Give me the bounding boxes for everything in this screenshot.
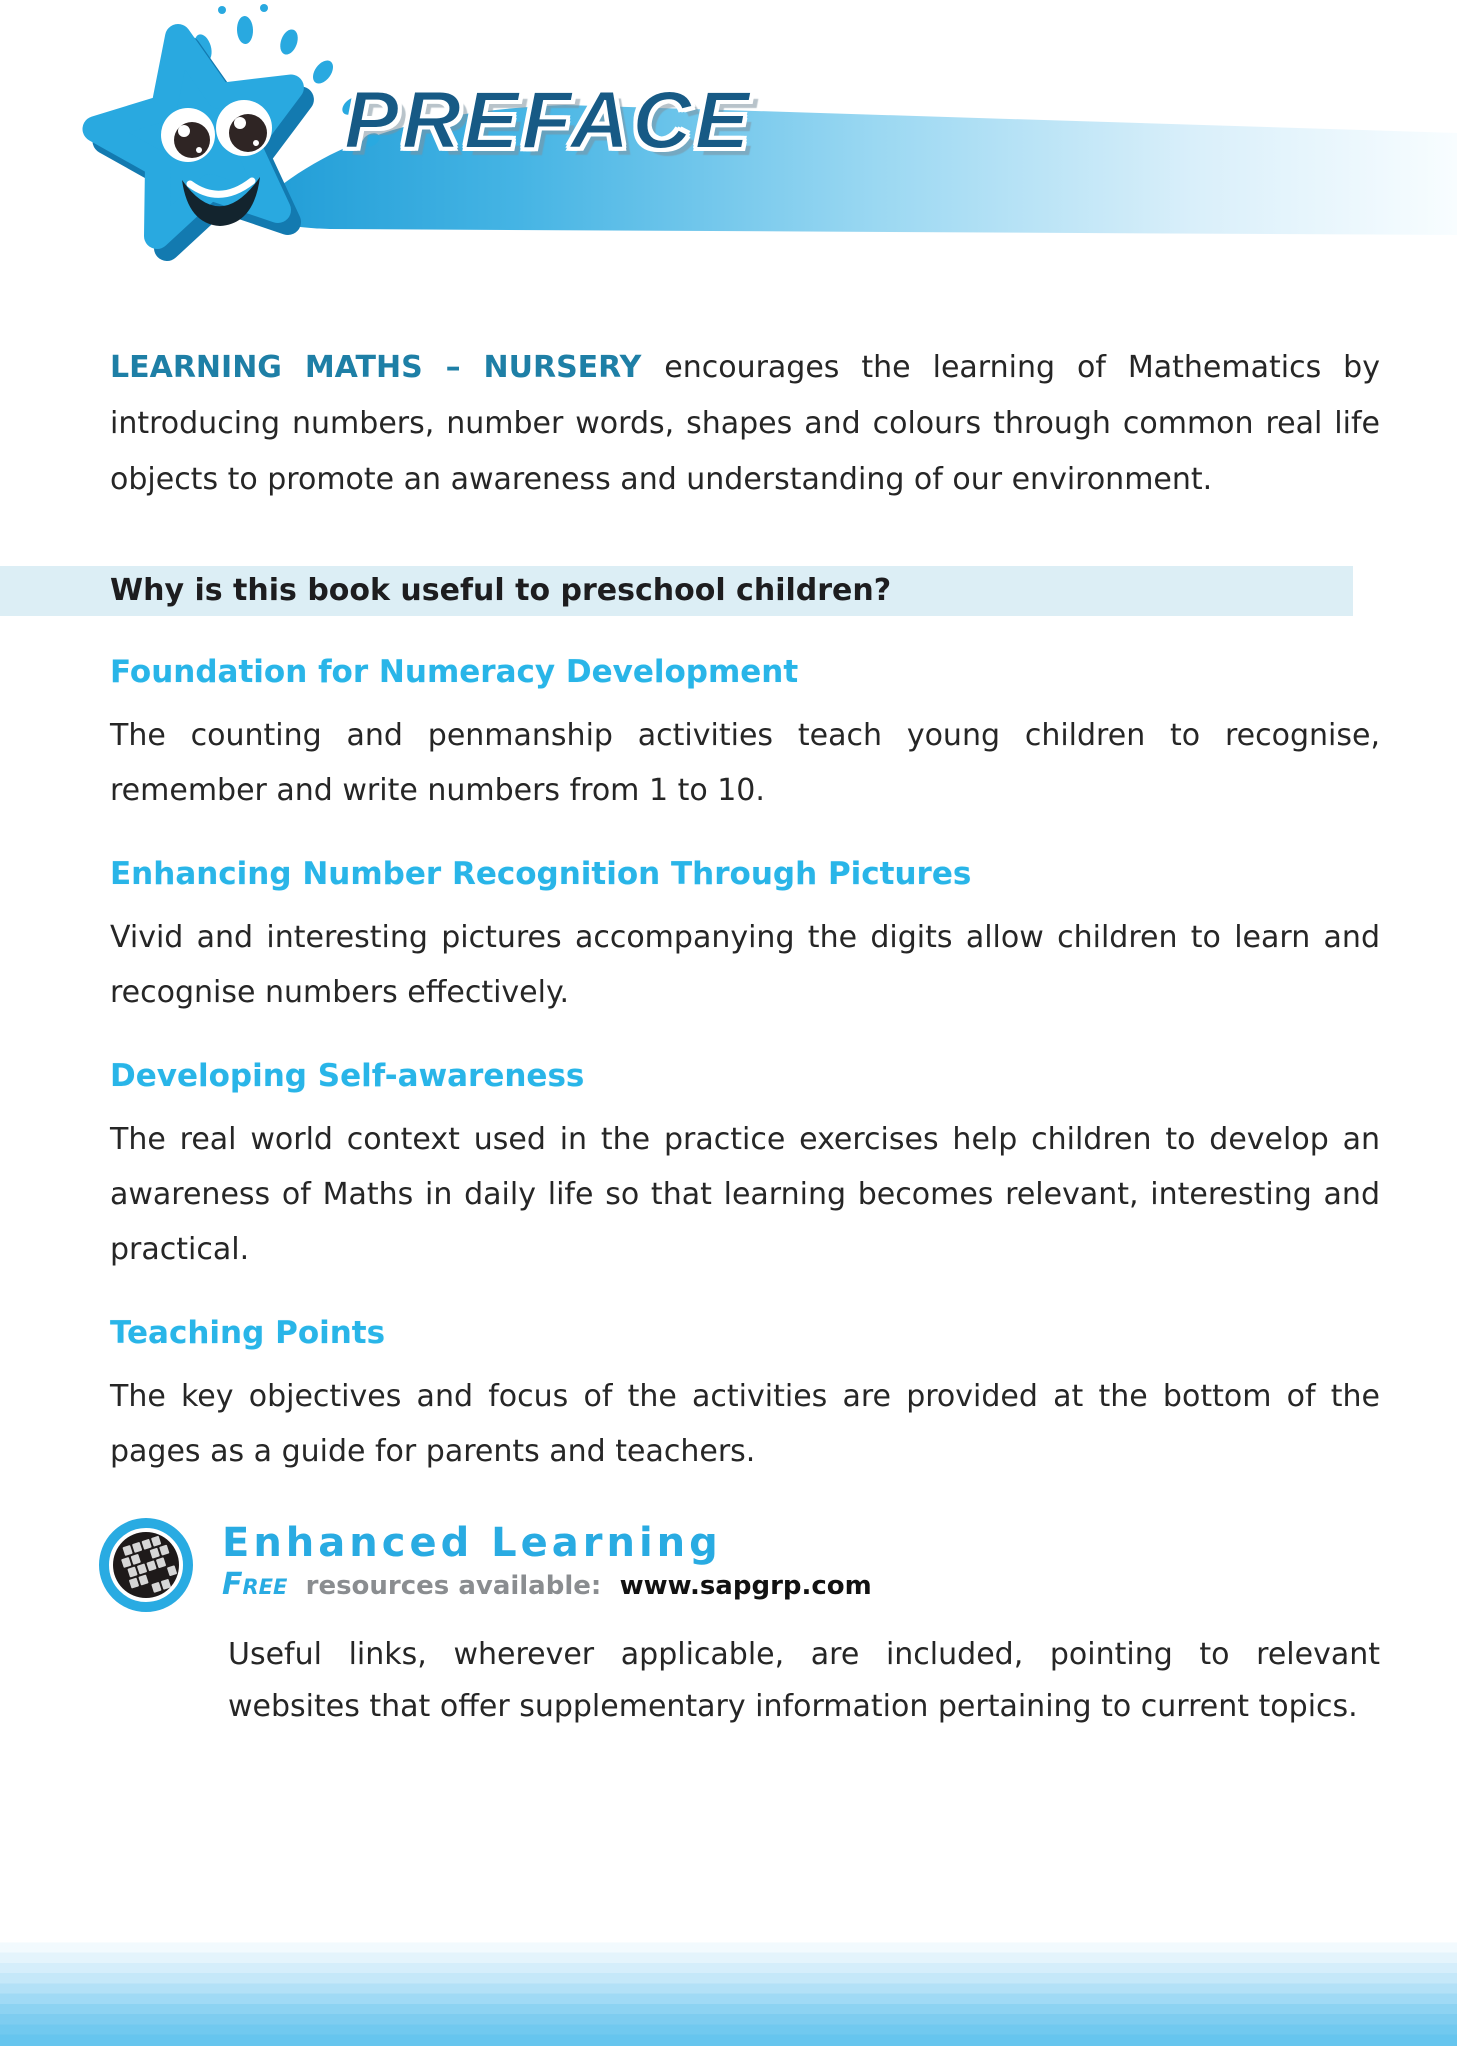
page-title: PREFACE	[344, 75, 753, 166]
enhanced-learning-block	[110, 1515, 1380, 1733]
resources-label: resources available:	[305, 1571, 602, 1601]
page-header	[0, 0, 1457, 262]
intro-text: encourages the learning of Mathematics by introducing numbers, number words, shapes and colours through common real life objects to promote an awareness and understanding of our environment.	[110, 350, 1380, 497]
abacus-circle-icon	[96, 1515, 196, 1615]
enhanced-learning-body: Useful links, wherever applicable, are included, pointing to relevant websites that offer supplementary information pertaining to current topics.	[228, 1637, 1380, 1724]
resources-url-link[interactable]: www.sapgrp.com	[619, 1571, 872, 1601]
enhanced-learning-texts	[222, 1515, 872, 1602]
enhanced-learning-header	[110, 1515, 1380, 1615]
section-heading-teaching-points: Teaching Points	[110, 1315, 386, 1351]
section-body-teaching-points: The key objectives and focus of the activities are provided at the bottom of the pages as a guide for parents and teachers.	[110, 1379, 1380, 1469]
question-banner-text: Why is this book useful to preschool children?	[110, 573, 892, 608]
free-resources-line	[222, 1569, 872, 1602]
free-label: Free	[222, 1567, 288, 1602]
section-heading-self-awareness: Developing Self-awareness	[110, 1058, 585, 1094]
footer-gradient-band	[0, 1932, 1457, 2046]
intro-paragraph	[110, 340, 1380, 508]
question-banner	[0, 566, 1353, 616]
section-heading-recognition: Enhancing Number Recognition Through Pictures	[110, 856, 972, 892]
section-heading-numeracy: Foundation for Numeracy Development	[110, 654, 799, 690]
star-mascot-icon	[96, 37, 301, 248]
section-body-recognition: Vivid and interesting pictures accompanying the digits allow children to learn and recognise numbers effectively.	[110, 920, 1380, 1010]
section-body-numeracy: The counting and penmanship activities teach young children to recognise, remember and write numbers from 1 to 10.	[110, 718, 1380, 808]
enhanced-learning-title: Enhanced Learning	[222, 1520, 722, 1566]
page-content	[110, 340, 1380, 1733]
book-title-lead: LEARNING MATHS – NURSERY	[110, 350, 642, 385]
section-body-self-awareness: The real world context used in the practice exercises help children to develop an awareness of Maths in daily life so that learning becomes relevant, interesting and practical.	[110, 1122, 1380, 1267]
